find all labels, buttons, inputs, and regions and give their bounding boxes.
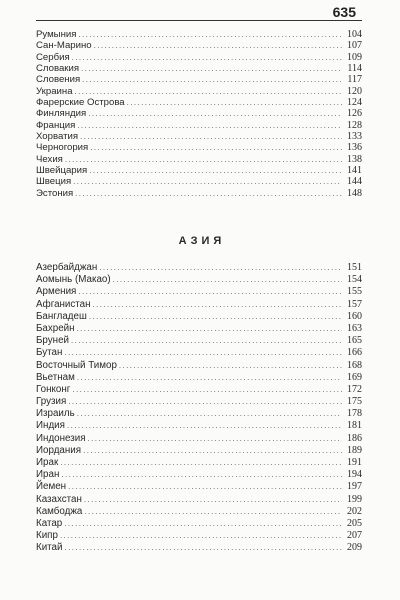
- toc-entry-title: Словакия: [36, 63, 80, 75]
- dot-leader: [83, 445, 342, 457]
- dot-leader: [80, 131, 342, 142]
- dot-leader: [61, 469, 342, 481]
- dot-leader: [73, 176, 342, 187]
- toc-entry: [36, 384, 362, 396]
- dot-leader: [90, 142, 342, 153]
- toc-entry-page: 194: [347, 469, 362, 481]
- dot-leader: [77, 372, 342, 384]
- toc-entry: [36, 52, 362, 63]
- toc-entry-page: 126: [347, 108, 362, 120]
- toc-entry-page: 205: [347, 517, 362, 529]
- toc-entry: [36, 262, 362, 274]
- toc-entry-title: Бутан: [36, 347, 63, 359]
- toc-entry-title: Азербайджан: [36, 262, 98, 273]
- toc-entry-title: Швеция: [36, 176, 72, 188]
- toc-entry: [36, 408, 362, 420]
- toc-entry: [36, 299, 362, 311]
- toc-entry: [36, 311, 362, 323]
- toc-entry-title: Румыния: [36, 29, 77, 40]
- toc-entry-page: 104: [347, 29, 362, 40]
- toc-entry-title: Бангладеш: [36, 310, 87, 322]
- europe-toc-list: [36, 29, 362, 199]
- toc-entry-title: Чехия: [36, 153, 63, 165]
- toc-entry-page: 175: [347, 396, 362, 408]
- toc-entry: [36, 542, 362, 554]
- toc-entry-page: 109: [347, 51, 362, 63]
- toc-entry-title: Словения: [36, 74, 81, 86]
- toc-entry: [36, 396, 362, 408]
- toc-entry: [36, 188, 362, 199]
- toc-entry-title: Сан-Марино: [36, 40, 92, 52]
- toc-entry-page: 166: [347, 347, 362, 359]
- toc-entry-page: 155: [347, 286, 362, 298]
- toc-entry: [36, 433, 362, 445]
- dot-leader: [75, 86, 342, 97]
- toc-entry-page: 197: [347, 481, 362, 493]
- toc-entry-title: Иордания: [36, 444, 82, 456]
- toc-entry-page: 154: [347, 274, 362, 286]
- toc-entry-page: 207: [347, 530, 362, 542]
- toc-entry-page: 128: [347, 119, 362, 131]
- section-heading-asia: АЗИЯ: [178, 235, 226, 247]
- dot-leader: [68, 396, 342, 408]
- dot-leader: [67, 420, 342, 432]
- toc-entry: [36, 469, 362, 481]
- toc-entry-title: Йемен: [36, 481, 67, 493]
- toc-entry-page: 144: [347, 176, 362, 188]
- toc-entry-title: Камбоджа: [36, 505, 83, 517]
- toc-entry: [36, 457, 362, 469]
- toc-entry: [36, 445, 362, 457]
- toc-entry-page: 138: [347, 153, 362, 165]
- dot-leader: [93, 299, 342, 311]
- toc-entry: [36, 286, 362, 298]
- toc-entry: [36, 142, 362, 153]
- toc-entry-page: 136: [347, 142, 362, 154]
- toc-entry: [36, 494, 362, 506]
- page-number: 635: [332, 4, 356, 20]
- toc-entry-page: 107: [347, 40, 362, 52]
- toc-entry-title: Грузия: [36, 396, 67, 408]
- toc-entry: [36, 165, 362, 176]
- toc-entry-title: Бахрейн: [36, 322, 75, 334]
- toc-entry-title: Армения: [36, 286, 77, 298]
- dot-leader: [64, 542, 342, 554]
- toc-entry: [36, 420, 362, 432]
- toc-entry-page: 141: [347, 165, 362, 177]
- toc-entry-title: Эстония: [36, 187, 74, 199]
- toc-entry: [36, 360, 362, 372]
- toc-entry: [36, 481, 362, 493]
- toc-entry-title: Финляндия: [36, 108, 87, 120]
- dot-leader: [113, 274, 342, 286]
- toc-entry-page: 151: [347, 262, 362, 273]
- toc-entry-page: 189: [347, 444, 362, 456]
- toc-entry-title: Восточный Тимор: [36, 359, 117, 371]
- toc-entry-title: Иран: [36, 469, 60, 481]
- toc-entry-page: 117: [347, 74, 362, 86]
- dot-leader: [71, 335, 342, 347]
- toc-entry-page: 172: [347, 383, 362, 395]
- toc-entry-title: Афганистан: [36, 298, 91, 310]
- dot-leader: [88, 433, 342, 445]
- toc-entry-title: Казахстан: [36, 493, 82, 505]
- toc-entry-page: 160: [347, 310, 362, 322]
- toc-entry-page: 186: [347, 432, 362, 444]
- toc-entry-title: Франция: [36, 119, 76, 131]
- toc-entry-page: 163: [347, 322, 362, 334]
- dot-leader: [94, 40, 342, 51]
- toc-entry: [36, 176, 362, 187]
- dot-leader: [72, 384, 342, 396]
- toc-entry-title: Ирак: [36, 457, 59, 468]
- dot-leader: [99, 262, 342, 274]
- dot-leader: [60, 530, 342, 542]
- toc-entry-title: Индонезия: [36, 432, 86, 444]
- toc-entry: [36, 274, 362, 286]
- toc-entry: [36, 518, 362, 530]
- toc-entry-page: 202: [347, 505, 362, 517]
- toc-entry-page: 124: [347, 97, 362, 109]
- dot-leader: [82, 74, 342, 85]
- toc-entry-title: Индия: [36, 420, 65, 432]
- toc-entry-page: 209: [347, 542, 362, 554]
- toc-entry: [36, 74, 362, 85]
- toc-entry-title: Швейцария: [36, 165, 88, 177]
- dot-leader: [84, 494, 342, 506]
- toc-entry: [36, 154, 362, 165]
- toc-entry: [36, 323, 362, 335]
- toc-entry-title: Черногория: [36, 142, 89, 154]
- dot-leader: [89, 165, 342, 176]
- dot-leader: [78, 29, 342, 40]
- toc-entry: [36, 372, 362, 384]
- dot-leader: [64, 347, 342, 359]
- toc-entry-page: 168: [347, 359, 362, 371]
- dot-leader: [77, 120, 342, 131]
- toc-entry-page: 191: [347, 457, 362, 468]
- dot-leader: [77, 323, 342, 335]
- toc-entry: [36, 530, 362, 542]
- dot-leader: [60, 457, 342, 469]
- dot-leader: [72, 52, 342, 63]
- dot-leader: [78, 286, 342, 298]
- toc-entry: [36, 506, 362, 518]
- dot-leader: [127, 97, 342, 108]
- toc-entry-title: Израиль: [36, 408, 75, 420]
- dot-leader: [89, 311, 342, 323]
- dot-leader: [119, 360, 342, 372]
- dot-leader: [75, 188, 342, 199]
- dot-leader: [65, 154, 342, 165]
- toc-entry: [36, 63, 362, 74]
- toc-entry: [36, 131, 362, 142]
- toc-entry: [36, 120, 362, 131]
- toc-entry-page: 199: [347, 493, 362, 505]
- dot-leader: [77, 408, 342, 420]
- toc-entry-page: 169: [347, 371, 362, 383]
- toc-entry: [36, 40, 362, 51]
- toc-entry-page: 120: [347, 85, 362, 97]
- toc-entry: [36, 86, 362, 97]
- toc-entry-page: 157: [347, 298, 362, 310]
- toc-entry-title: Вьетнам: [36, 371, 75, 383]
- toc-entry: [36, 29, 362, 40]
- toc-entry: [36, 108, 362, 119]
- toc-entry-title: Бруней: [36, 335, 69, 347]
- toc-entry-title: Китай: [36, 542, 63, 554]
- toc-entry: [36, 97, 362, 108]
- toc-entry-page: 181: [347, 420, 362, 432]
- dot-leader: [68, 481, 342, 493]
- toc-entry-page: 133: [347, 131, 362, 143]
- dot-leader: [81, 63, 342, 74]
- toc-entry-title: Катар: [36, 517, 63, 529]
- dot-leader: [84, 506, 342, 518]
- toc-entry-page: 165: [347, 335, 362, 347]
- toc-entry-page: 114: [347, 63, 362, 75]
- toc-entry-page: 148: [347, 187, 362, 199]
- toc-entry: [36, 335, 362, 347]
- dot-leader: [88, 108, 342, 119]
- toc-entry-title: Хорватия: [36, 131, 79, 143]
- toc-entry-title: Гонконг: [36, 383, 71, 395]
- header-rule: [36, 20, 362, 21]
- toc-entry-title: Аомынь (Макао): [36, 274, 111, 286]
- dot-leader: [64, 518, 342, 530]
- toc-entry: [36, 347, 362, 359]
- toc-entry-page: 178: [347, 408, 362, 420]
- asia-toc-list: [36, 262, 362, 555]
- toc-entry-title: Кипр: [36, 530, 58, 542]
- toc-entry-title: Сербия: [36, 51, 70, 63]
- toc-entry-title: Фарерские Острова: [36, 97, 125, 109]
- toc-entry-title: Украина: [36, 85, 73, 97]
